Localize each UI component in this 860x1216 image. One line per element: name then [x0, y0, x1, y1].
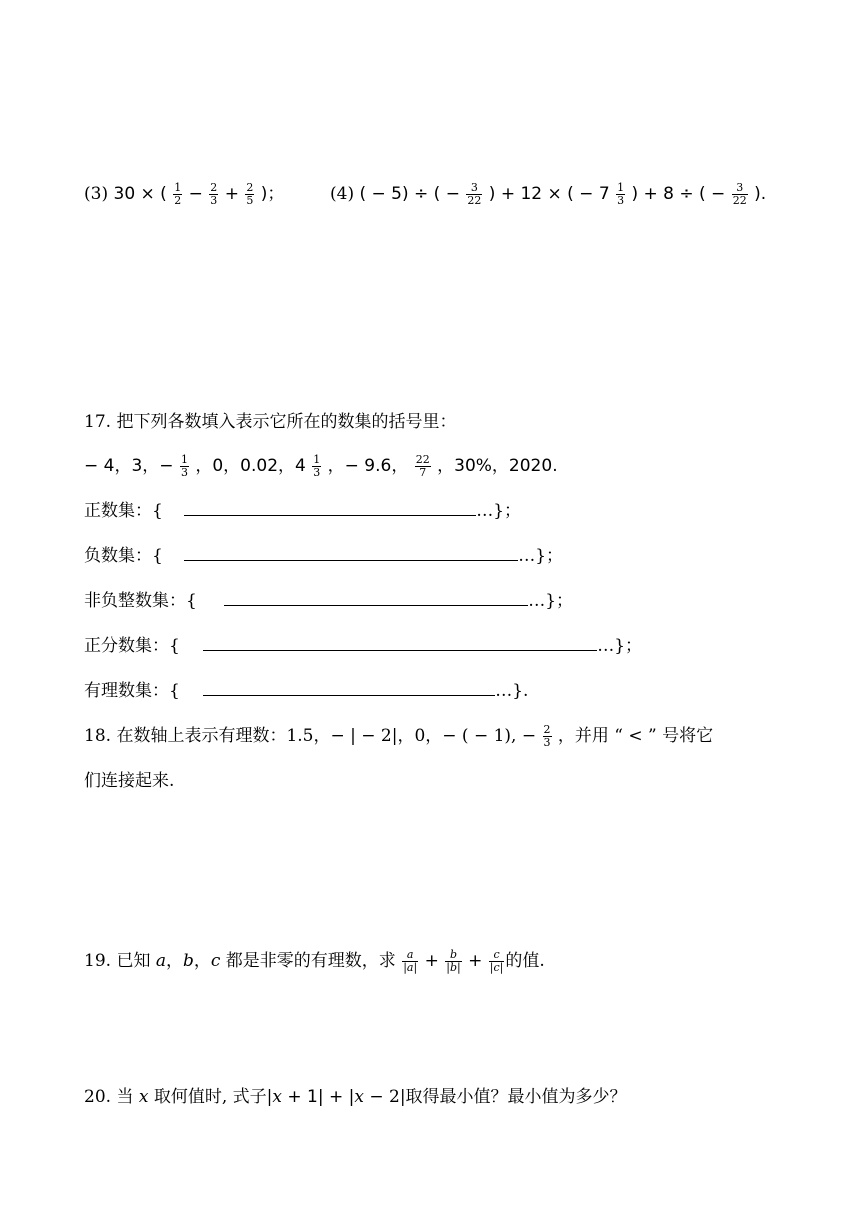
answer-blank[interactable]	[224, 589, 528, 606]
q20-text: 取何值时, 式子|	[148, 1087, 273, 1107]
problem-4-part: ) + 12 × ( − 7	[488, 184, 610, 204]
q19	[84, 949, 545, 974]
set-label: 正数集：{	[84, 501, 163, 521]
fraction: $\frac{2}{3}$	[543, 723, 551, 749]
problem-4-tail: ).	[754, 184, 767, 204]
fraction: $\frac{1}{3}$	[180, 453, 188, 479]
separator: ，	[165, 951, 183, 971]
set-negative	[84, 544, 563, 568]
q20	[84, 1085, 627, 1109]
q20-text: 20. 当	[84, 1087, 139, 1107]
set-nonnegative-integer	[84, 589, 573, 613]
problem-3	[84, 182, 284, 207]
answer-blank[interactable]	[203, 679, 495, 696]
fraction: $\frac{2}{3}$	[210, 181, 218, 207]
fraction: $\frac{3}{22}$	[467, 181, 482, 207]
problem-3-label: (3)	[84, 184, 109, 204]
separator: ，	[193, 951, 211, 971]
q20-text: + 1| + |	[281, 1087, 355, 1107]
problem-4-part: ( − 5) ÷ ( −	[359, 184, 460, 204]
set-label: 非负整数集：{	[84, 591, 197, 611]
fraction: $\frac{b}{|b|}$	[446, 948, 461, 974]
answer-blank[interactable]	[203, 634, 597, 651]
variable: c	[210, 951, 221, 971]
fraction: $\frac{c}{|c|}$	[489, 948, 504, 974]
q20-text: − 2|取得最小值？最小值为多少？	[363, 1087, 627, 1107]
q19-text: 的值.	[505, 951, 545, 971]
q18-text: ，并用 “ < ” 号将它	[557, 726, 714, 746]
set-rational	[84, 679, 528, 703]
variable: a	[155, 951, 166, 971]
problem-3-lead: 30 × (	[113, 184, 167, 204]
variable: x	[138, 1087, 149, 1107]
set-end: …}；	[597, 636, 643, 656]
variable: x	[354, 1087, 364, 1107]
set-label: 有理数集：{	[84, 681, 180, 701]
number-list-part: − 4，3，−	[84, 456, 174, 476]
variable: x	[272, 1087, 282, 1107]
fraction: $\frac{1}{3}$	[313, 453, 321, 479]
q18-text: 18. 在数轴上表示有理数：1.5，− | − 2|，0，− ( − 1), −	[84, 726, 537, 746]
set-positive	[84, 499, 521, 523]
set-label: 正分数集：{	[84, 636, 180, 656]
variable: b	[182, 951, 194, 971]
operator: +	[224, 184, 239, 204]
set-label: 负数集：{	[84, 546, 163, 566]
set-positive-fraction	[84, 634, 642, 658]
answer-blank[interactable]	[184, 544, 518, 561]
fraction: $\frac{22}{7}$	[415, 453, 430, 479]
q17-numbers	[84, 454, 558, 479]
operator: −	[188, 184, 203, 204]
problem-4-part: ) + 8 ÷ ( −	[631, 184, 726, 204]
problem-3-tail: )；	[260, 184, 285, 204]
answer-blank[interactable]	[184, 499, 476, 516]
q18-line1	[84, 724, 713, 749]
q18-line2: 们连接起来.	[84, 771, 175, 791]
fraction: $\frac{a}{|a|}$	[403, 948, 418, 974]
number-list-part: ，0，0.02，4	[195, 456, 306, 476]
set-end: …}；	[476, 501, 522, 521]
fraction: $\frac{2}{5}$	[246, 181, 254, 207]
operator: +	[468, 951, 483, 971]
set-end: …}；	[518, 546, 564, 566]
q17-title: 17. 把下列各数填入表示它所在的数集的括号里：	[84, 412, 457, 432]
operator: +	[424, 951, 439, 971]
fraction: $\frac{1}{3}$	[617, 181, 625, 207]
set-end: …}；	[528, 591, 574, 611]
problem-4	[330, 182, 766, 207]
fraction: $\frac{1}{2}$	[174, 181, 182, 207]
number-list-part: ，− 9.6，	[327, 456, 409, 476]
q19-text: 19. 已知	[84, 951, 156, 971]
q19-text: 都是非零的有理数，求	[220, 951, 396, 971]
fraction: $\frac{3}{22}$	[732, 181, 747, 207]
problem-4-label: (4)	[330, 184, 355, 204]
set-end: …}.	[495, 681, 529, 701]
number-list-part: ，30%，2020.	[437, 456, 558, 476]
